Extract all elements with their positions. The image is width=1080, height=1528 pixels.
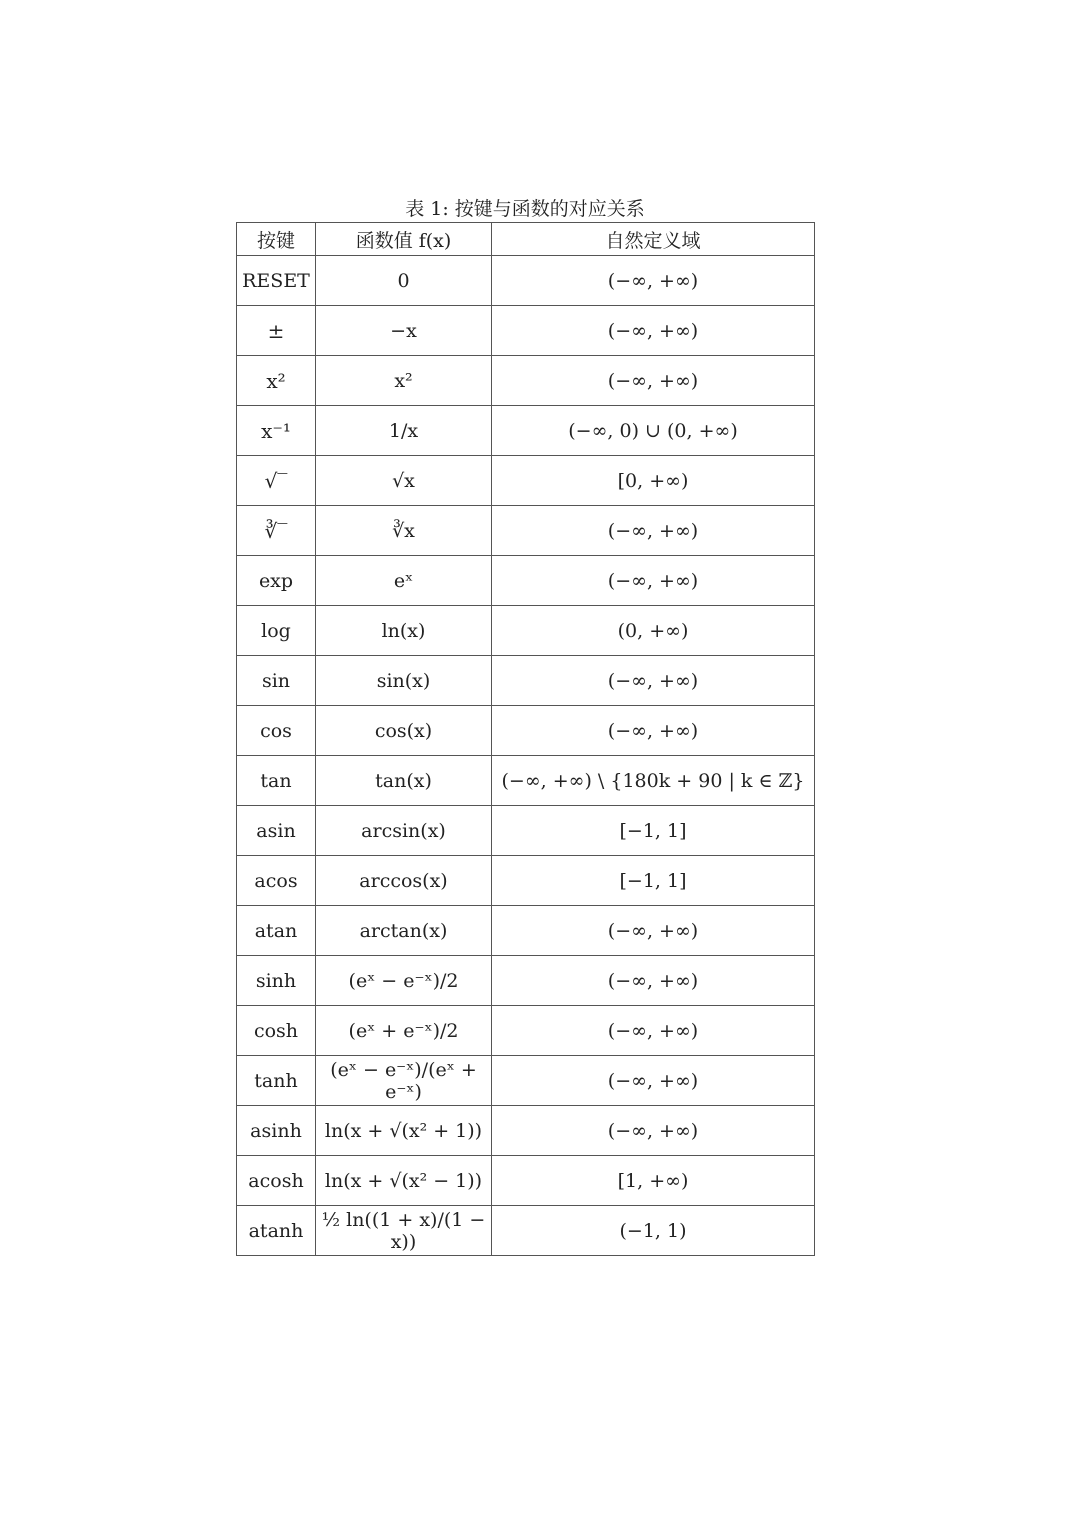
domain-cell: (−∞, +∞) — [492, 656, 815, 706]
key-cell: x² — [237, 356, 316, 406]
header-domain: 自然定义域 — [492, 223, 815, 256]
key-cell: exp — [237, 556, 316, 606]
key-cell: sin — [237, 656, 316, 706]
function-cell: √x — [316, 456, 492, 506]
domain-cell: (−∞, +∞) — [492, 706, 815, 756]
domain-cell: (0, +∞) — [492, 606, 815, 656]
key-cell: atanh — [237, 1206, 316, 1256]
table-caption: 表 1: 按键与函数的对应关系 — [405, 198, 645, 220]
function-cell: x² — [316, 356, 492, 406]
function-cell: eˣ — [316, 556, 492, 606]
function-cell: (eˣ − e⁻ˣ)/2 — [316, 956, 492, 1006]
table-row — [237, 1056, 815, 1106]
table-row — [237, 256, 815, 306]
domain-cell: [−1, 1] — [492, 806, 815, 856]
key-cell: x⁻¹ — [237, 406, 316, 456]
table-row — [237, 706, 815, 756]
key-cell: RESET — [237, 256, 316, 306]
function-cell: ∛x — [316, 506, 492, 556]
function-cell: arctan(x) — [316, 906, 492, 956]
key-cell: tan — [237, 756, 316, 806]
table-row — [237, 406, 815, 456]
function-cell: tan(x) — [316, 756, 492, 806]
table-row — [237, 306, 815, 356]
table-row — [237, 806, 815, 856]
key-cell: sinh — [237, 956, 316, 1006]
function-cell: arccos(x) — [316, 856, 492, 906]
domain-cell: (−∞, +∞) \ {180k + 90 | k ∈ ℤ} — [492, 756, 815, 806]
table-row — [237, 1006, 815, 1056]
function-cell: sin(x) — [316, 656, 492, 706]
domain-cell: [−1, 1] — [492, 856, 815, 906]
function-cell: ln(x) — [316, 606, 492, 656]
table-row — [237, 556, 815, 606]
domain-cell: (−∞, +∞) — [492, 506, 815, 556]
key-cell: acosh — [237, 1156, 316, 1206]
key-cell: cosh — [237, 1006, 316, 1056]
domain-cell: (−1, 1) — [492, 1206, 815, 1256]
key-cell: acos — [237, 856, 316, 906]
key-cell: cos — [237, 706, 316, 756]
key-cell: ± — [237, 306, 316, 356]
key-cell: ∛‾ — [237, 506, 316, 556]
domain-cell: (−∞, +∞) — [492, 906, 815, 956]
domain-cell: (−∞, +∞) — [492, 1056, 815, 1106]
domain-cell: (−∞, +∞) — [492, 1106, 815, 1156]
table-row — [237, 456, 815, 506]
function-cell: ln(x + √(x² − 1)) — [316, 1156, 492, 1206]
key-function-table — [236, 222, 815, 1256]
domain-cell: (−∞, 0) ∪ (0, +∞) — [492, 406, 815, 456]
table-row — [237, 1206, 815, 1256]
table-row — [237, 1156, 815, 1206]
table-row — [237, 1106, 815, 1156]
key-cell: asin — [237, 806, 316, 856]
table-row — [237, 656, 815, 706]
domain-cell: (−∞, +∞) — [492, 256, 815, 306]
table-row — [237, 606, 815, 656]
key-cell: atan — [237, 906, 316, 956]
domain-cell: [0, +∞) — [492, 456, 815, 506]
header-row — [237, 223, 815, 256]
table-row — [237, 756, 815, 806]
domain-cell: (−∞, +∞) — [492, 956, 815, 1006]
function-cell: (eˣ − e⁻ˣ)/(eˣ + e⁻ˣ) — [316, 1056, 492, 1106]
table-row — [237, 506, 815, 556]
table-row — [237, 356, 815, 406]
key-cell: asinh — [237, 1106, 316, 1156]
table-row — [237, 956, 815, 1006]
function-cell: ½ ln((1 + x)/(1 − x)) — [316, 1206, 492, 1256]
function-cell: 1/x — [316, 406, 492, 456]
key-cell: log — [237, 606, 316, 656]
function-cell: −x — [316, 306, 492, 356]
key-cell: tanh — [237, 1056, 316, 1106]
table-row — [237, 856, 815, 906]
table-row — [237, 906, 815, 956]
domain-cell: (−∞, +∞) — [492, 1006, 815, 1056]
domain-cell: (−∞, +∞) — [492, 356, 815, 406]
header-function: 函数值 f(x) — [316, 223, 492, 256]
header-key: 按键 — [237, 223, 316, 256]
function-cell: ln(x + √(x² + 1)) — [316, 1106, 492, 1156]
domain-cell: [1, +∞) — [492, 1156, 815, 1206]
domain-cell: (−∞, +∞) — [492, 306, 815, 356]
key-cell: √‾ — [237, 456, 316, 506]
function-cell: cos(x) — [316, 706, 492, 756]
function-cell: 0 — [316, 256, 492, 306]
function-cell: (eˣ + e⁻ˣ)/2 — [316, 1006, 492, 1056]
function-cell: arcsin(x) — [316, 806, 492, 856]
domain-cell: (−∞, +∞) — [492, 556, 815, 606]
